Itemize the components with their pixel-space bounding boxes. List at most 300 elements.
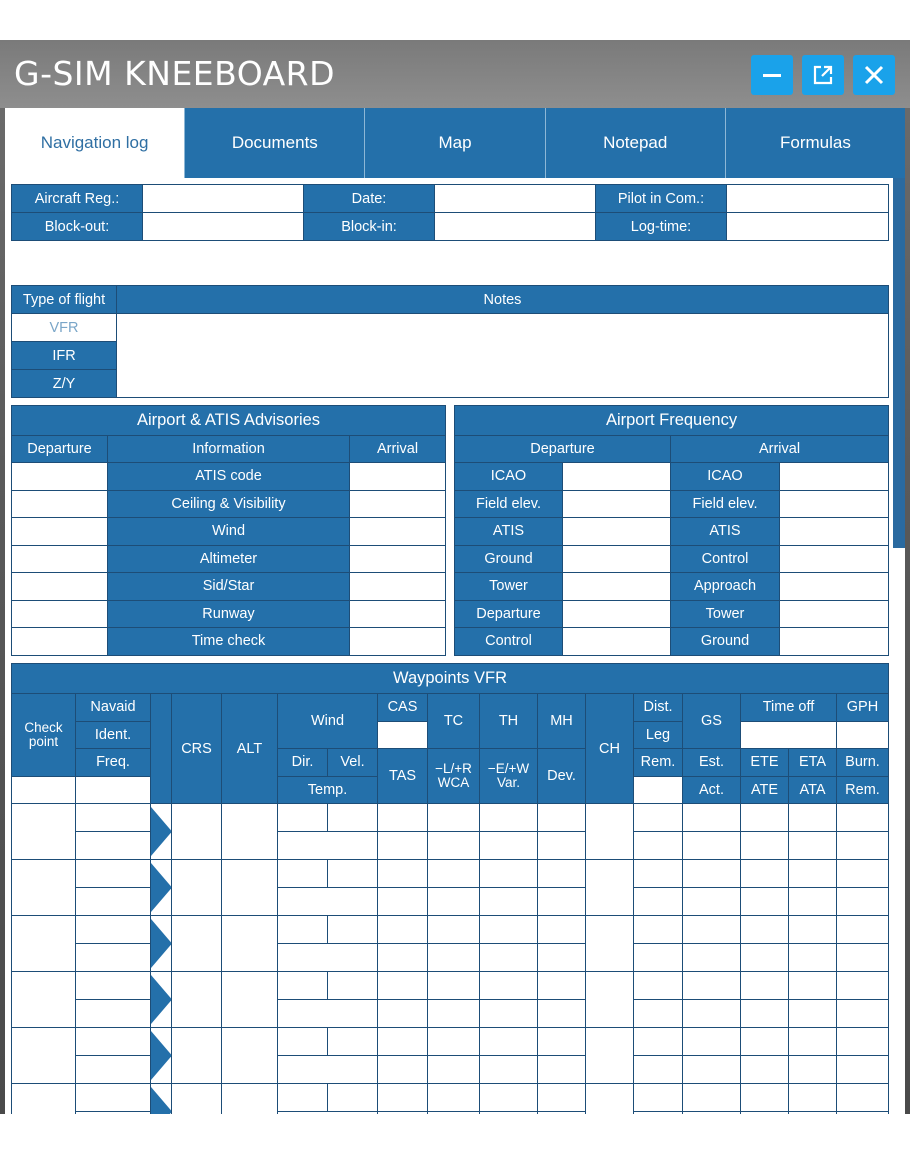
- waypoint-field[interactable]: [480, 972, 538, 1000]
- waypoint-ident-field[interactable]: [76, 972, 151, 1000]
- waypoint-field[interactable]: [480, 1028, 538, 1056]
- waypoint-check-point-field[interactable]: [12, 804, 76, 860]
- freq-arr-label: Tower: [671, 600, 780, 628]
- atis-dep-field[interactable]: [12, 545, 108, 573]
- waypoint-field[interactable]: [683, 1000, 741, 1028]
- block-out-label: Block-out:: [12, 213, 143, 241]
- waypoint-ident-field[interactable]: [76, 916, 151, 944]
- arrow-header: [151, 694, 172, 804]
- waypoint-field[interactable]: [480, 860, 538, 888]
- notes-field[interactable]: [117, 314, 889, 398]
- waypoints-table: [11, 663, 889, 1114]
- waypoint-field[interactable]: [538, 1112, 586, 1115]
- date-label: Date:: [304, 185, 435, 213]
- tab-navigation-log[interactable]: Navigation log: [5, 108, 184, 178]
- freq-dep-field[interactable]: [563, 628, 671, 656]
- waypoint-field[interactable]: [378, 916, 428, 944]
- waypoint-alt-field[interactable]: [222, 860, 278, 916]
- waypoint-field[interactable]: [634, 1056, 683, 1084]
- leg-header: Leg: [634, 721, 683, 749]
- waypoint-field[interactable]: [428, 916, 480, 944]
- atis-dep-field[interactable]: [12, 518, 108, 546]
- waypoint-field[interactable]: [634, 972, 683, 1000]
- freq-dep-field[interactable]: [563, 490, 671, 518]
- arrow-right-icon: [151, 1028, 172, 1083]
- waypoint-field[interactable]: [634, 804, 683, 832]
- waypoint-field[interactable]: [378, 804, 428, 832]
- waypoint-temp-field[interactable]: [278, 944, 378, 972]
- flight-type-ifr[interactable]: IFR: [12, 342, 117, 370]
- waypoint-field[interactable]: [480, 832, 538, 860]
- cas-field[interactable]: [378, 721, 428, 749]
- ete-header: ETE: [741, 749, 789, 777]
- waypoint-wind-dir-field[interactable]: [278, 1084, 328, 1112]
- freq-arr-label: Approach: [671, 573, 780, 601]
- table-row: [12, 888, 889, 916]
- waypoint-field[interactable]: [378, 944, 428, 972]
- table-row: [12, 944, 889, 972]
- rem-field[interactable]: [634, 776, 683, 804]
- waypoint-freq-field[interactable]: [76, 944, 151, 972]
- waypoint-field[interactable]: [741, 860, 789, 888]
- flight-type-table: [11, 285, 889, 398]
- waypoint-field[interactable]: [538, 860, 586, 888]
- waypoint-field[interactable]: [428, 1000, 480, 1028]
- freq-dep-field[interactable]: [563, 573, 671, 601]
- waypoint-field[interactable]: [538, 888, 586, 916]
- tab-bar: [5, 108, 905, 178]
- waypoint-wind-dir-field[interactable]: [278, 972, 328, 1000]
- waypoint-field[interactable]: [741, 944, 789, 972]
- waypoint-wind-vel-field[interactable]: [328, 972, 378, 1000]
- waypoint-field[interactable]: [789, 1000, 837, 1028]
- waypoint-temp-field[interactable]: [278, 888, 378, 916]
- waypoint-field[interactable]: [789, 1084, 837, 1112]
- gs-header: GS: [683, 694, 741, 749]
- waypoint-field[interactable]: [741, 1028, 789, 1056]
- atis-arr-field[interactable]: [350, 545, 446, 573]
- aircraft-reg-field[interactable]: [143, 185, 304, 213]
- flight-type-zy[interactable]: Z/Y: [12, 370, 117, 398]
- waypoint-ident-field[interactable]: [76, 860, 151, 888]
- waypoint-field[interactable]: [480, 1112, 538, 1115]
- waypoint-field[interactable]: [378, 1056, 428, 1084]
- waypoint-field[interactable]: [741, 972, 789, 1000]
- waypoint-field[interactable]: [634, 944, 683, 972]
- waypoint-field[interactable]: [789, 1112, 837, 1115]
- atis-departure-header: Departure: [12, 436, 108, 463]
- wind-header: Wind: [278, 694, 378, 749]
- waypoint-field[interactable]: [634, 1112, 683, 1115]
- waypoints-body: [12, 804, 889, 1115]
- waypoint-field[interactable]: [428, 944, 480, 972]
- waypoint-field[interactable]: [683, 1028, 741, 1056]
- waypoint-field[interactable]: [428, 972, 480, 1000]
- frequency-title: Airport Frequency: [455, 406, 889, 436]
- waypoint-field[interactable]: [378, 1084, 428, 1112]
- waypoint-field[interactable]: [538, 1084, 586, 1112]
- waypoint-freq-field[interactable]: [76, 832, 151, 860]
- check-point-field[interactable]: [12, 776, 76, 804]
- freq-departure-header: Departure: [455, 436, 671, 463]
- waypoint-field[interactable]: [378, 1112, 428, 1115]
- temp-header: Temp.: [278, 776, 378, 804]
- waypoint-field[interactable]: [538, 944, 586, 972]
- waypoint-alt-field[interactable]: [222, 972, 278, 1028]
- waypoint-ident-field[interactable]: [76, 1084, 151, 1112]
- waypoint-field[interactable]: [634, 1084, 683, 1112]
- waypoint-crs-field[interactable]: [172, 804, 222, 860]
- minimize-icon: [761, 64, 783, 86]
- var-header: −E/+W Var.: [480, 749, 538, 804]
- atis-arr-field[interactable]: [350, 573, 446, 601]
- waypoint-temp-field[interactable]: [278, 832, 378, 860]
- arrow-right-icon: [151, 1084, 172, 1114]
- waypoint-field[interactable]: [837, 1056, 889, 1084]
- atis-information-header: Information: [108, 436, 350, 463]
- arrow-right-icon: [151, 860, 172, 915]
- waypoint-field[interactable]: [480, 944, 538, 972]
- atis-row-label: Time check: [108, 628, 350, 656]
- freq-dep-label: Control: [455, 628, 563, 656]
- crs-header: CRS: [172, 694, 222, 804]
- navigation-log-panel: [5, 178, 905, 1114]
- waypoint-ch-field[interactable]: [586, 1028, 634, 1084]
- waypoint-temp-field[interactable]: [278, 1112, 378, 1115]
- waypoint-field[interactable]: [837, 1028, 889, 1056]
- atis-arr-field[interactable]: [350, 518, 446, 546]
- waypoint-wind-vel-field[interactable]: [328, 1084, 378, 1112]
- flight-type-vfr[interactable]: VFR: [12, 314, 117, 342]
- dist-header: Dist.: [634, 694, 683, 722]
- waypoint-crs-field[interactable]: [172, 1028, 222, 1084]
- waypoint-field[interactable]: [789, 888, 837, 916]
- waypoint-arrow: [151, 1028, 172, 1084]
- waypoint-field[interactable]: [378, 888, 428, 916]
- waypoint-field[interactable]: [741, 1056, 789, 1084]
- waypoint-field[interactable]: [538, 832, 586, 860]
- waypoint-freq-field[interactable]: [76, 888, 151, 916]
- scrollbar[interactable]: [893, 178, 905, 548]
- alt-header: ALT: [222, 694, 278, 804]
- waypoint-field[interactable]: [789, 944, 837, 972]
- freq-arr-field[interactable]: [780, 545, 889, 573]
- atis-table: [11, 405, 446, 656]
- waypoint-check-point-field[interactable]: [12, 1028, 76, 1084]
- rem-header: Rem.: [634, 749, 683, 777]
- burn-header: Burn.: [837, 749, 889, 777]
- waypoint-freq-field[interactable]: [76, 1000, 151, 1028]
- table-row: [12, 860, 889, 888]
- ata-header: ATA: [789, 776, 837, 804]
- freq-dep-label: Tower: [455, 573, 563, 601]
- waypoint-field[interactable]: [428, 1056, 480, 1084]
- waypoint-field[interactable]: [538, 1000, 586, 1028]
- freq-arr-field[interactable]: [780, 600, 889, 628]
- waypoint-field[interactable]: [634, 1000, 683, 1028]
- waypoint-wind-vel-field[interactable]: [328, 804, 378, 832]
- waypoint-field[interactable]: [480, 1000, 538, 1028]
- waypoint-field[interactable]: [837, 1000, 889, 1028]
- waypoint-alt-field[interactable]: [222, 916, 278, 972]
- freq-dep-label: ATIS: [455, 518, 563, 546]
- navaid-header: Navaid: [76, 694, 151, 722]
- waypoint-crs-field[interactable]: [172, 916, 222, 972]
- waypoint-field[interactable]: [683, 804, 741, 832]
- waypoint-field[interactable]: [428, 832, 480, 860]
- minimize-button[interactable]: [751, 55, 793, 95]
- waypoint-field[interactable]: [378, 1028, 428, 1056]
- waypoint-field[interactable]: [428, 804, 480, 832]
- waypoint-field[interactable]: [741, 1084, 789, 1112]
- atis-row-label: Altimeter: [108, 545, 350, 573]
- freq-dep-label: Field elev.: [455, 490, 563, 518]
- freq-dep-field[interactable]: [563, 463, 671, 491]
- waypoint-field[interactable]: [837, 832, 889, 860]
- waypoint-wind-dir-field[interactable]: [278, 1028, 328, 1056]
- waypoint-field[interactable]: [741, 916, 789, 944]
- waypoint-arrow: [151, 804, 172, 860]
- freq-field[interactable]: [76, 776, 151, 804]
- waypoint-field[interactable]: [480, 1056, 538, 1084]
- waypoint-field[interactable]: [634, 860, 683, 888]
- table-row: [12, 1000, 889, 1028]
- title-bar: [0, 40, 910, 108]
- window-title: G-SIM KNEEBOARD: [14, 54, 336, 93]
- freq-dep-label: Departure: [455, 600, 563, 628]
- waypoint-ch-field[interactable]: [586, 804, 634, 860]
- waypoint-wind-vel-field[interactable]: [328, 1028, 378, 1056]
- waypoint-field[interactable]: [789, 860, 837, 888]
- waypoint-field[interactable]: [683, 1084, 741, 1112]
- est-header: Est.: [683, 749, 741, 777]
- waypoint-field[interactable]: [538, 1028, 586, 1056]
- date-field[interactable]: [435, 185, 596, 213]
- waypoint-field[interactable]: [789, 832, 837, 860]
- waypoint-field[interactable]: [683, 1112, 741, 1115]
- waypoint-field[interactable]: [538, 804, 586, 832]
- waypoint-check-point-field[interactable]: [12, 916, 76, 972]
- waypoint-temp-field[interactable]: [278, 1000, 378, 1028]
- waypoint-field[interactable]: [683, 1056, 741, 1084]
- atis-arr-field[interactable]: [350, 600, 446, 628]
- waypoint-field[interactable]: [789, 972, 837, 1000]
- waypoint-wind-vel-field[interactable]: [328, 860, 378, 888]
- waypoint-crs-field[interactable]: [172, 972, 222, 1028]
- act-header: Act.: [683, 776, 741, 804]
- atis-dep-field[interactable]: [12, 600, 108, 628]
- waypoint-field[interactable]: [538, 972, 586, 1000]
- th-header: TH: [480, 694, 538, 749]
- waypoint-field[interactable]: [378, 832, 428, 860]
- waypoint-field[interactable]: [378, 1000, 428, 1028]
- waypoint-field[interactable]: [378, 972, 428, 1000]
- waypoint-field[interactable]: [480, 916, 538, 944]
- atis-dep-field[interactable]: [12, 490, 108, 518]
- waypoint-field[interactable]: [741, 832, 789, 860]
- block-out-field[interactable]: [143, 213, 304, 241]
- atis-arr-field[interactable]: [350, 463, 446, 491]
- atis-dep-field[interactable]: [12, 573, 108, 601]
- freq-arr-label: Control: [671, 545, 780, 573]
- table-row: [12, 804, 889, 832]
- freq-arr-field[interactable]: [780, 628, 889, 656]
- freq-dep-field[interactable]: [563, 518, 671, 546]
- waypoint-field[interactable]: [837, 944, 889, 972]
- cas-header: CAS: [378, 694, 428, 722]
- waypoint-freq-field[interactable]: [76, 1112, 151, 1115]
- waypoint-crs-field[interactable]: [172, 1084, 222, 1115]
- waypoint-field[interactable]: [741, 804, 789, 832]
- waypoint-field[interactable]: [683, 944, 741, 972]
- waypoint-field[interactable]: [683, 916, 741, 944]
- tab-notepad[interactable]: Notepad: [545, 108, 725, 178]
- dev-header: Dev.: [538, 749, 586, 804]
- waypoint-field[interactable]: [837, 888, 889, 916]
- atis-arr-field[interactable]: [350, 628, 446, 656]
- waypoint-field[interactable]: [378, 860, 428, 888]
- wind-dir-header: Dir.: [278, 749, 328, 777]
- waypoint-field[interactable]: [634, 1028, 683, 1056]
- table-row: [12, 1112, 889, 1115]
- waypoint-wind-dir-field[interactable]: [278, 916, 328, 944]
- waypoint-field[interactable]: [538, 916, 586, 944]
- gph-header: GPH: [837, 694, 889, 722]
- eta-header: ETA: [789, 749, 837, 777]
- waypoint-field[interactable]: [480, 1084, 538, 1112]
- table-row: [12, 1084, 889, 1112]
- waypoint-ident-field[interactable]: [76, 1028, 151, 1056]
- waypoint-field[interactable]: [789, 804, 837, 832]
- waypoint-ident-field[interactable]: [76, 804, 151, 832]
- block-in-field[interactable]: [435, 213, 596, 241]
- pilot-field[interactable]: [727, 185, 889, 213]
- waypoint-ch-field[interactable]: [586, 972, 634, 1028]
- tab-documents[interactable]: Documents: [184, 108, 364, 178]
- atis-row-label: Ceiling & Visibility: [108, 490, 350, 518]
- waypoint-alt-field[interactable]: [222, 1028, 278, 1084]
- arrow-right-icon: [151, 804, 172, 859]
- waypoint-freq-field[interactable]: [76, 1056, 151, 1084]
- waypoint-ch-field[interactable]: [586, 916, 634, 972]
- waypoint-arrow: [151, 1084, 172, 1115]
- waypoint-field[interactable]: [837, 860, 889, 888]
- waypoint-check-point-field[interactable]: [12, 1084, 76, 1115]
- freq-arr-label: ICAO: [671, 463, 780, 491]
- frequency-table: [454, 405, 889, 656]
- waypoint-check-point-field[interactable]: [12, 860, 76, 916]
- waypoint-field[interactable]: [634, 916, 683, 944]
- notes-label: Notes: [117, 286, 889, 314]
- waypoint-field[interactable]: [428, 1028, 480, 1056]
- waypoint-field[interactable]: [789, 1028, 837, 1056]
- waypoint-crs-field[interactable]: [172, 860, 222, 916]
- waypoint-arrow: [151, 916, 172, 972]
- kneeboard-window: [0, 40, 910, 1114]
- waypoint-wind-dir-field[interactable]: [278, 860, 328, 888]
- waypoint-alt-field[interactable]: [222, 1084, 278, 1115]
- ident-header: Ident.: [76, 721, 151, 749]
- waypoint-alt-field[interactable]: [222, 804, 278, 860]
- gph-field[interactable]: [837, 721, 889, 749]
- popout-button[interactable]: [802, 55, 844, 95]
- close-button[interactable]: [853, 55, 895, 95]
- waypoint-field[interactable]: [480, 888, 538, 916]
- waypoint-field[interactable]: [837, 972, 889, 1000]
- waypoint-field[interactable]: [837, 1084, 889, 1112]
- table-row: [12, 832, 889, 860]
- ch-header: CH: [586, 694, 634, 804]
- waypoint-field[interactable]: [741, 888, 789, 916]
- waypoint-field[interactable]: [480, 804, 538, 832]
- freq-dep-field[interactable]: [563, 600, 671, 628]
- waypoint-field[interactable]: [634, 888, 683, 916]
- check-point-header: Check point: [12, 694, 76, 777]
- waypoint-temp-field[interactable]: [278, 1056, 378, 1084]
- freq-arr-label: Ground: [671, 628, 780, 656]
- table-row: [12, 916, 889, 944]
- freq-arr-field[interactable]: [780, 463, 889, 491]
- tab-formulas[interactable]: Formulas: [725, 108, 905, 178]
- waypoint-field[interactable]: [837, 916, 889, 944]
- waypoint-field[interactable]: [741, 1112, 789, 1115]
- waypoints-title: Waypoints VFR: [12, 664, 889, 694]
- mh-header: MH: [538, 694, 586, 749]
- waypoint-field[interactable]: [789, 1056, 837, 1084]
- atis-dep-field[interactable]: [12, 628, 108, 656]
- freq-arr-field[interactable]: [780, 573, 889, 601]
- waypoint-field[interactable]: [428, 860, 480, 888]
- waypoint-field[interactable]: [741, 1000, 789, 1028]
- waypoint-field[interactable]: [683, 860, 741, 888]
- waypoint-field[interactable]: [837, 804, 889, 832]
- log-time-field[interactable]: [727, 213, 889, 241]
- freq-arr-field[interactable]: [780, 518, 889, 546]
- waypoint-field[interactable]: [683, 832, 741, 860]
- waypoint-field[interactable]: [538, 1056, 586, 1084]
- waypoint-field[interactable]: [789, 916, 837, 944]
- block-in-label: Block-in:: [304, 213, 435, 241]
- time-off-field[interactable]: [741, 721, 837, 749]
- waypoint-field[interactable]: [428, 1112, 480, 1115]
- waypoint-wind-vel-field[interactable]: [328, 916, 378, 944]
- waypoint-field[interactable]: [837, 1112, 889, 1115]
- log-time-label: Log-time:: [596, 213, 727, 241]
- waypoint-field[interactable]: [683, 972, 741, 1000]
- freq-arr-field[interactable]: [780, 490, 889, 518]
- waypoint-ch-field[interactable]: [586, 1084, 634, 1115]
- waypoint-wind-dir-field[interactable]: [278, 804, 328, 832]
- aircraft-reg-label: Aircraft Reg.:: [12, 185, 143, 213]
- waypoint-field[interactable]: [634, 832, 683, 860]
- waypoint-field[interactable]: [428, 1084, 480, 1112]
- wind-vel-header: Vel.: [328, 749, 378, 777]
- atis-arr-field[interactable]: [350, 490, 446, 518]
- arrow-right-icon: [151, 916, 172, 971]
- tab-map[interactable]: Map: [364, 108, 544, 178]
- waypoint-field[interactable]: [683, 888, 741, 916]
- waypoint-ch-field[interactable]: [586, 860, 634, 916]
- table-row: [12, 972, 889, 1000]
- freq-dep-field[interactable]: [563, 545, 671, 573]
- waypoint-field[interactable]: [428, 888, 480, 916]
- atis-title: Airport & ATIS Advisories: [12, 406, 446, 436]
- table-row: [12, 1056, 889, 1084]
- atis-dep-field[interactable]: [12, 463, 108, 491]
- ate-header: ATE: [741, 776, 789, 804]
- waypoint-check-point-field[interactable]: [12, 972, 76, 1028]
- freq-dep-label: Ground: [455, 545, 563, 573]
